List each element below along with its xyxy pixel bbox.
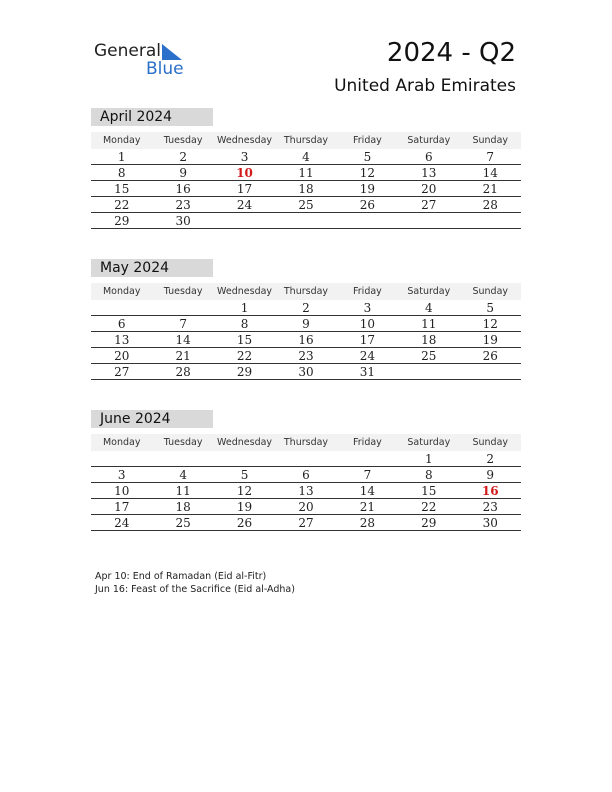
day-cell: 15 [114, 182, 130, 196]
day-cell: 2 [486, 452, 495, 466]
day-cell: 14 [359, 484, 376, 498]
weekday-label: Wednesday [217, 437, 273, 448]
day-cell: 24 [359, 349, 376, 363]
day-cell: 16 [175, 182, 191, 196]
day-cell: 17 [236, 182, 253, 196]
day-cell: 12 [236, 484, 253, 498]
day-cell: 2 [179, 150, 187, 164]
day-cell: 3 [117, 468, 126, 482]
day-cell: 9 [486, 468, 495, 482]
day-cell [398, 213, 459, 228]
day-cell: 28 [359, 516, 376, 530]
day-cell: 1 [117, 150, 126, 164]
day-cell [275, 213, 336, 228]
day-cell: 9 [302, 317, 310, 331]
day-cell: 19 [359, 182, 376, 196]
day-cell [275, 451, 336, 466]
weekday-header [91, 434, 521, 451]
day-cell: 22 [114, 198, 130, 212]
day-cell: 6 [302, 468, 310, 482]
day-cell: 10 [359, 317, 376, 331]
week-row [91, 483, 521, 499]
weekday-header [91, 283, 521, 300]
country-name: United Arab Emirates [334, 76, 516, 96]
logo [94, 41, 194, 81]
day-cell [460, 213, 521, 228]
day-cell: 4 [425, 301, 433, 315]
week-row [91, 451, 521, 467]
weekday-label: Saturday [407, 437, 451, 448]
week-row [91, 213, 521, 229]
day-cell: 26 [359, 198, 376, 212]
day-cell: 25 [175, 516, 191, 530]
day-cell: 18 [298, 182, 314, 196]
logo-text-general: General [94, 41, 161, 61]
week-row [91, 348, 521, 364]
day-cell: 7 [179, 317, 187, 331]
weekday-label: Sunday [472, 437, 509, 448]
day-cell: 27 [421, 198, 437, 212]
day-cell: 26 [482, 349, 498, 363]
weekday-label: Thursday [283, 286, 329, 297]
week-row [91, 300, 521, 316]
day-cell: 11 [421, 317, 437, 331]
day-cell [91, 451, 152, 466]
day-cell: 29 [114, 214, 130, 228]
weekday-label: Wednesday [217, 135, 273, 146]
day-cell: 12 [359, 166, 376, 180]
day-cell: 3 [240, 150, 249, 164]
day-cell: 31 [359, 365, 376, 379]
note-item: Apr 10: End of Ramadan (Eid al-Fitr) [95, 571, 267, 582]
day-cell: 13 [114, 333, 130, 347]
week-row [91, 165, 521, 181]
day-cell: 21 [175, 349, 191, 363]
day-cell [460, 364, 521, 379]
weekday-label: Tuesday [163, 437, 203, 448]
day-cell: 20 [421, 182, 437, 196]
day-cell: 13 [421, 166, 437, 180]
week-row [91, 364, 521, 380]
day-cell: 26 [236, 516, 253, 530]
day-cell: 4 [302, 150, 310, 164]
day-cell: 23 [482, 500, 498, 514]
month-block [91, 410, 521, 531]
day-cell: 22 [421, 500, 437, 514]
day-cell: 2 [302, 301, 310, 315]
week-row [91, 316, 521, 332]
day-cell [337, 451, 398, 466]
day-cell: 4 [179, 468, 187, 482]
weekday-label: Sunday [472, 286, 509, 297]
day-cell: 16 [298, 333, 314, 347]
day-cell: 8 [117, 166, 126, 180]
holiday-notes [95, 570, 295, 596]
weekday-header [91, 132, 521, 149]
day-cell: 29 [236, 365, 253, 379]
day-cell: 6 [425, 150, 433, 164]
week-row [91, 197, 521, 213]
week-row [91, 332, 521, 348]
day-cell: 7 [486, 150, 495, 164]
day-cell [398, 364, 459, 379]
day-cell [337, 213, 398, 228]
day-cell: 14 [175, 333, 191, 347]
day-cell [91, 300, 152, 315]
day-cell: 24 [114, 516, 130, 530]
day-cell: 10 [114, 484, 130, 498]
day-cell: 8 [240, 317, 249, 331]
day-cell: 14 [482, 166, 498, 180]
weekday-label: Tuesday [163, 286, 203, 297]
month-label: April 2024 [91, 108, 213, 126]
day-cell: 15 [421, 484, 437, 498]
week-row [91, 149, 521, 165]
day-cell: 23 [175, 198, 191, 212]
day-cell: 20 [298, 500, 314, 514]
day-cell: 21 [482, 182, 498, 196]
day-cell: 12 [482, 317, 498, 331]
weekday-label: Friday [353, 437, 382, 448]
weekday-label: Monday [102, 135, 141, 146]
week-row [91, 467, 521, 483]
month-block [91, 108, 521, 229]
weekday-label: Monday [102, 437, 141, 448]
day-cell: 21 [359, 500, 376, 514]
day-cell: 16 [481, 484, 499, 498]
weekday-label: Tuesday [163, 135, 203, 146]
weekday-label: Saturday [407, 286, 451, 297]
day-cell: 25 [298, 198, 314, 212]
day-cell: 28 [175, 365, 191, 379]
day-cell: 30 [298, 365, 314, 379]
day-cell: 19 [482, 333, 498, 347]
day-cell [152, 300, 213, 315]
weekday-label: Thursday [283, 437, 329, 448]
weekday-label: Sunday [472, 135, 509, 146]
week-row [91, 515, 521, 531]
weekday-label: Monday [102, 286, 141, 297]
day-cell: 18 [421, 333, 437, 347]
month-label: June 2024 [91, 410, 213, 428]
week-row [91, 499, 521, 515]
page-title: 2024 - Q2 [386, 38, 516, 68]
month-block [91, 259, 521, 380]
day-cell: 6 [117, 317, 126, 331]
day-cell [152, 451, 213, 466]
day-cell: 25 [421, 349, 437, 363]
day-cell: 5 [240, 468, 249, 482]
day-cell: 18 [175, 500, 191, 514]
weekday-label: Saturday [407, 135, 451, 146]
weekday-label: Thursday [283, 135, 329, 146]
logo-triangle-icon [162, 44, 184, 60]
day-cell: 28 [482, 198, 498, 212]
day-cell: 17 [114, 500, 130, 514]
day-cell: 27 [298, 516, 314, 530]
day-cell: 24 [236, 198, 253, 212]
day-cell: 22 [236, 349, 253, 363]
logo-text-blue: Blue [146, 59, 184, 79]
day-cell: 13 [298, 484, 314, 498]
month-label: May 2024 [91, 259, 213, 277]
day-cell: 5 [486, 301, 495, 315]
day-cell: 10 [236, 166, 253, 180]
day-cell: 30 [482, 516, 498, 530]
day-cell: 8 [425, 468, 433, 482]
day-cell: 7 [363, 468, 372, 482]
day-cell: 1 [240, 301, 249, 315]
day-cell: 17 [359, 333, 376, 347]
day-cell: 15 [236, 333, 253, 347]
day-cell: 1 [425, 452, 433, 466]
day-cell: 19 [236, 500, 253, 514]
day-cell: 20 [114, 349, 130, 363]
week-row [91, 181, 521, 197]
day-cell [214, 213, 275, 228]
day-cell: 11 [298, 166, 314, 180]
weekday-label: Friday [353, 286, 382, 297]
note-item: Jun 16: Feast of the Sacrifice (Eid al-Adha) [95, 584, 295, 595]
weekday-label: Friday [353, 135, 382, 146]
day-cell [214, 451, 275, 466]
day-cell: 5 [363, 150, 372, 164]
day-cell: 29 [421, 516, 437, 530]
day-cell: 23 [298, 349, 314, 363]
weekday-label: Wednesday [217, 286, 273, 297]
day-cell: 9 [179, 166, 187, 180]
day-cell: 3 [363, 301, 372, 315]
day-cell: 27 [114, 365, 130, 379]
day-cell: 11 [175, 484, 191, 498]
day-cell: 30 [175, 214, 191, 228]
